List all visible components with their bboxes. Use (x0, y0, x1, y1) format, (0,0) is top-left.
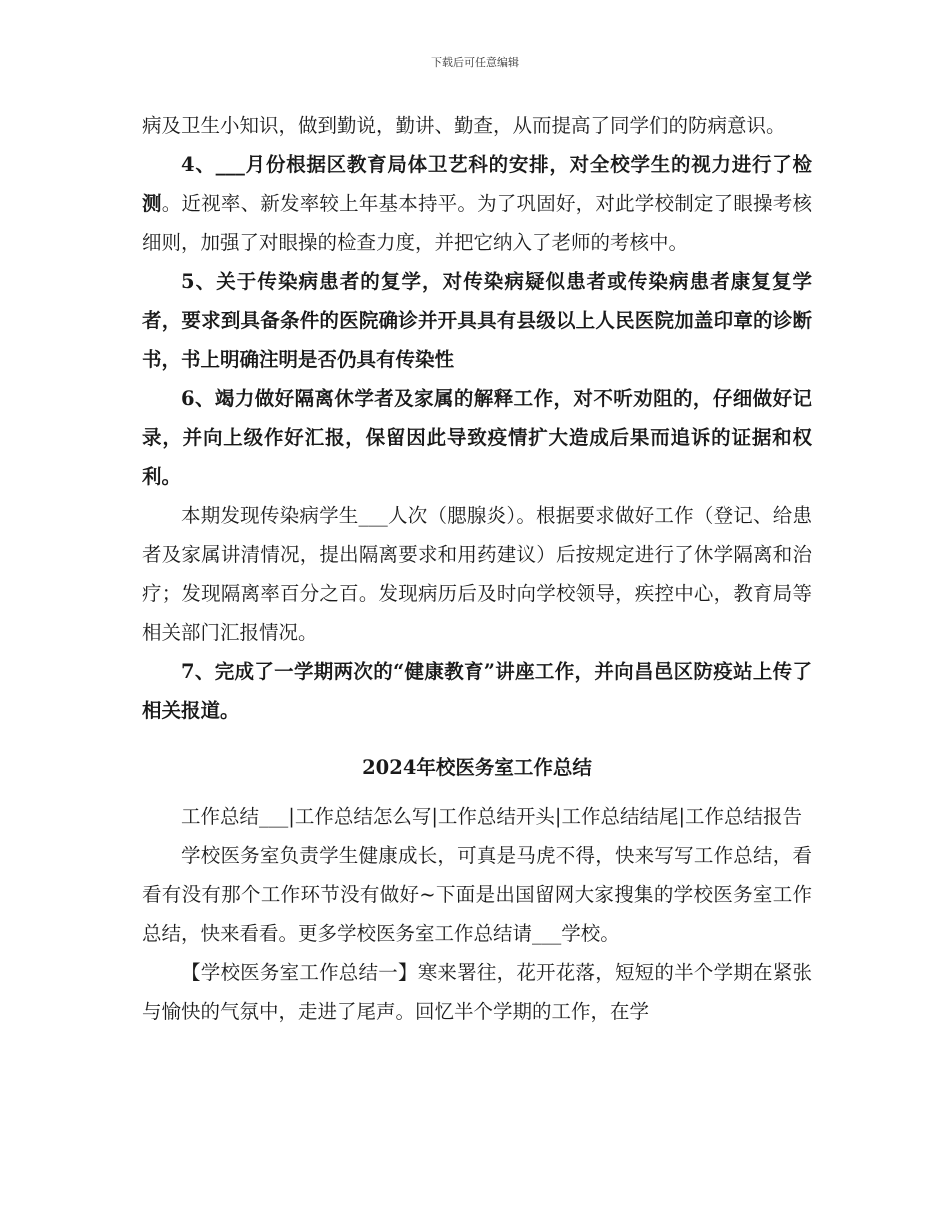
page-header: 下载后可任意编辑 (431, 56, 519, 69)
item-4-body: 。近视率、新发率较上年基本持平。为了巩固好，对此学校制定了眼操考核细则，加强了对眼操的检查力度，并把它纳入了老师的考核中。 (142, 192, 812, 254)
paragraph-item-4 (142, 145, 812, 262)
paragraph-infection-report: 本期发现传染病学生___人次（腮腺炎）。根据要求做好工作（登记、给患者及家属讲清情况，提出隔离要求和用药建议）后按规定进行了休学隔离和治疗；发现隔离率百分之百。发现病历后及时向学校领导，疾控中心，教育局等相关部门汇报情况。 (142, 504, 812, 644)
section-title: 2024年校医务室工作总结 (362, 756, 592, 779)
paragraph-intro: 学校医务室负责学生健康成长，可真是马虎不得，快来写写工作总结，看看有没有那个工作环节没有做好~下面是出国留网大家搜集的学校医务室工作总结，快来看看。更多学校医务室工作总结请___学校。 (142, 844, 812, 945)
document-body (142, 106, 812, 1031)
paragraph-item-5: 5、关于传染病患者的复学，对传染病疑似患者或传染病患者康复复学者，要求到具备条件的医院确诊并开具具有县级以上人民医院加盖印章的诊断书，书上明确注明是否仍具有传染性 (142, 270, 812, 371)
paragraph-keywords: 工作总结___|工作总结怎么写|工作总结开头|工作总结结尾|工作总结报告 (181, 805, 803, 828)
paragraph-item-6: 6、竭力做好隔离休学者及家属的解释工作，对不听劝阻的，仔细做好记录，并向上级作好汇报，保留因此导致疫情扩大造成后果而追诉的证据和权利。 (142, 387, 812, 488)
paragraph-summary-one: 【学校医务室工作总结一】寒来署往，花开花落，短短的半个学期在紧张与愉快的气氛中，走进了尾声。回忆半个学期的工作，在学 (142, 961, 812, 1023)
paragraph-item-7: 7、完成了一学期两次的“健康教育”讲座工作，并向昌邑区防疫站上传了相关报道。 (142, 660, 812, 722)
item-4-heading: 4、___月份根据区教育局体卫艺科的安排，对全校学生的视力进行了检测 (142, 153, 812, 215)
paragraph-1: 病及卫生小知识，做到勤说，勤讲、勤查，从而提高了同学们的防病意识。 (142, 114, 786, 137)
